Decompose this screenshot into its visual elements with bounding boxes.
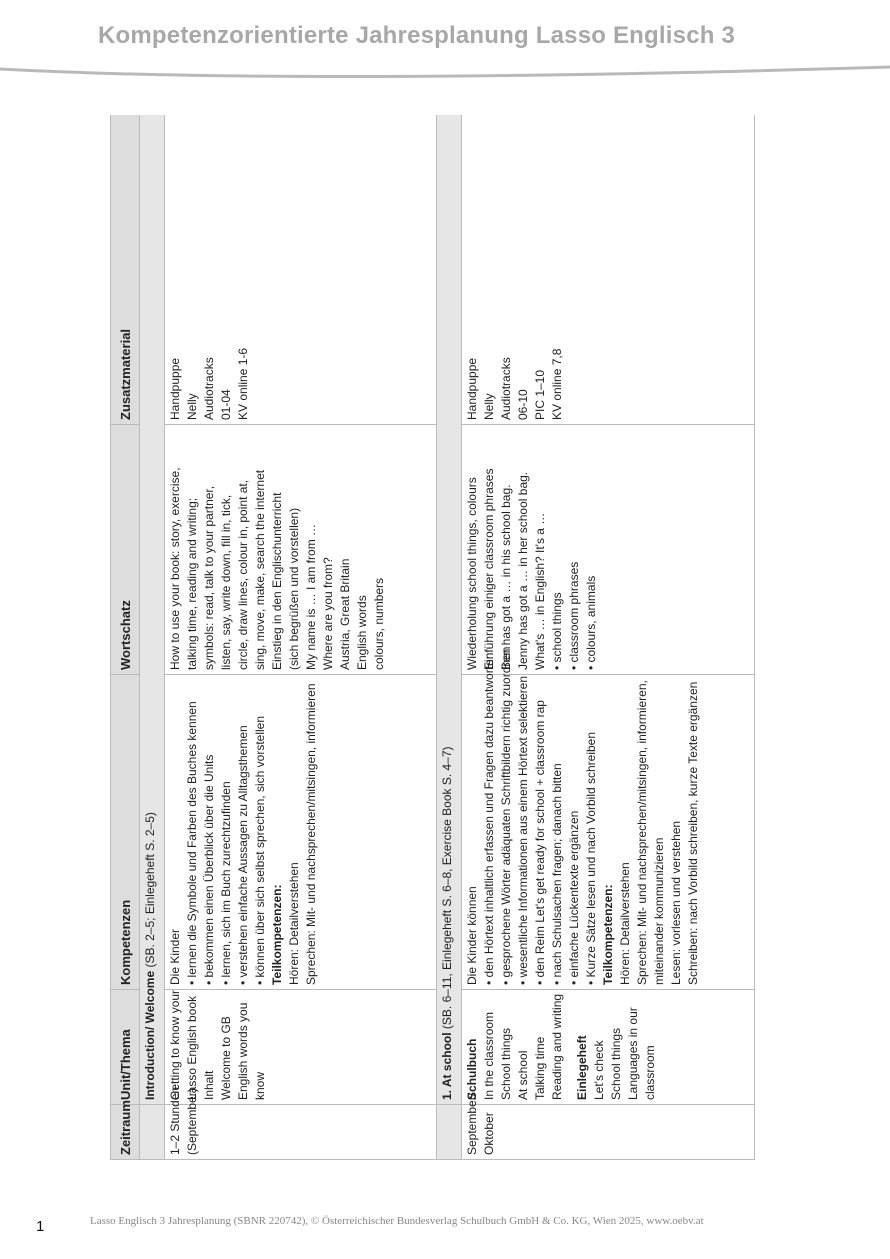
page-footer: Lasso Englisch 3 Jahresplanung (SBNR 220742), © Österreichischer Bundesverlag Schulbuch GmbH & Co. KG, Wien 2025, www.oebv.at [90,1215,704,1227]
cell-line: Sprechen: Mit- und nachsprechen/mitsingen, informieren, [635,680,650,985]
cell-line: • lernen die Symbole und Farben des Buches kennen [185,701,199,985]
cell-line: • den Hörtext inhaltlich erfassen und Fragen dazu beantworten [482,652,497,985]
cell-line: Sprechen: Mit- und nachsprechen/mitsingen, informieren [304,683,318,985]
cell-line: Wiederholung school things, colours [465,477,480,670]
cell-line: My name is … I am from … [304,523,318,670]
cell-line: Inhalt [202,1070,216,1100]
cell-line: Hören: Detailverstehen [618,862,633,985]
cell-line: At school [516,1050,531,1100]
cell-line: KV online 7,8 [550,348,565,420]
cell-line-bold: Schulbuch [465,1038,480,1100]
cell-line: How to use your book: story, exercise, [168,467,182,670]
page-number: 1 [36,1218,45,1235]
cell-line: symbols: read, talk to your partner, [202,485,216,670]
cell-unit [462,990,755,1105]
cell-line: • wesentliche Informationen aus einem Hörtext selektieren [516,675,531,985]
cell-gap [566,994,574,1100]
section-title-rest: (SB. 6–11, Einlegeheft S. 6–8, Exercise Book S. 4–7) [440,746,455,1033]
cell-line: • gesprochene Wörter adäquaten Schriftbildern richtig zuordnen [499,646,514,985]
cell-line: (September) [185,1088,199,1155]
cell-line: September/ [465,1092,480,1155]
table-header-row [111,115,140,1160]
cell-line: Where are you from? [321,557,335,670]
cell-line-bold: Einlegeheft [575,1035,590,1100]
cell-line: Schreiben: nach Vorbild schreiben, kurze Texte ergänzen [686,681,701,985]
header-zusatzmaterial: Zusatzmaterial [111,115,140,425]
cell-line: In the classroom [482,1011,497,1100]
cell-line: • den Reim Let's get ready for school + classroom rap [533,700,548,985]
header-wortschatz: Wortschatz [111,425,140,675]
cell-line: miteinander kommunizieren [652,837,667,985]
cell-kompetenzen [462,646,755,990]
cell-line: Einstieg in den Englischunterricht [270,492,284,670]
cell-line: English words [355,595,369,670]
cell-line: • nach Schulsachen fragen; danach bitten [550,763,565,985]
cell-line: Audiotracks [499,357,514,420]
cell-line: PIC 1–10 [533,369,548,420]
cell-line: Getting to know your [168,989,182,1100]
cell-line: Lasso English book [185,995,199,1100]
cell-line: • lernen, sich im Buch zurechtzufinden [219,781,233,985]
section-spacer-cell [437,1105,462,1160]
cell-unit [165,990,437,1105]
cell-line: Let's check [592,1040,607,1100]
cell-line: Audiotracks [202,357,216,420]
header-divider-curve [0,55,890,90]
cell-line: • bekommen einen Überblick über die Units [202,754,216,985]
cell-line: listen, say, write down, fill in, tick, [219,494,233,670]
cell-line: Oktober [482,1112,497,1155]
cell-line: • einfache Lückentexte ergänzen [567,810,582,985]
cell-line: 1–2 Stunden [168,1086,182,1155]
cell-kompetenzen [165,675,437,990]
cell-line: • verstehen einfache Aussagen zu Alltagsthemen [236,725,250,985]
header-zeitraum: Zeitraum [111,1105,140,1160]
page-title: Kompetenzorientierte Jahresplanung Lasso Englisch 3 [98,22,736,49]
cell-wortschatz [462,425,755,675]
cell-line: Die Kinder können [465,886,480,985]
cell-line: classroom [643,1045,658,1100]
cell-line: talking time, reading and writing; [185,497,199,670]
cell-line: 06-10 [516,389,531,420]
cell-line: Nelly [185,393,199,420]
table-row-introduction [165,115,437,1160]
cell-line: Handpuppe [465,357,480,420]
cell-line: Talking time [533,1036,548,1100]
header-kompetenzen: Kompetenzen [111,675,140,990]
cell-line: Einführung einiger classroom phrases [482,468,497,670]
cell-line: sing, move, make, search the internet [253,469,267,670]
cell-line: • classroom phrases [567,561,582,670]
cell-line: 01-04 [219,389,233,420]
cell-line: colours, numbers [372,577,386,670]
page-header [0,0,890,90]
section-title-rest: (SB. 2–5; Einlegeheft S. 2–5) [143,812,157,971]
table-row-at-school [462,115,755,1160]
cell-line: Handpuppe [168,357,182,420]
cell-line: know [253,1071,267,1100]
cell-line: Hören: Detailverstehen [287,862,301,985]
cell-line: Austria, Great Britain [338,558,352,670]
section-spacer-cell [140,1105,165,1160]
cell-line: • colours, animals [584,575,599,670]
cell-zeitraum [462,1092,755,1160]
cell-line: • Kurze Sätze lesen und nach Vorbild schreiben [584,731,599,985]
cell-line: School things [499,1027,514,1100]
cell-zusatzmaterial [165,115,437,425]
cell-line: Languages in our [626,1007,641,1100]
section-row-introduction [140,115,165,1160]
cell-line: KV online 1-6 [236,347,250,420]
section-title-introduction [140,115,165,1105]
cell-line: • können über sich selbst sprechen, sich vorstellen [253,715,267,985]
cell-line: Reading and writing [550,993,565,1100]
cell-line: Lesen: vorlesen und verstehen [669,820,684,985]
planning-table-rotated [110,115,755,1160]
cell-line: Welcome to GB [219,1016,233,1100]
cell-wortschatz [165,425,437,675]
section-title-bold: 1. At school [440,1032,455,1100]
section-title-at-school [437,115,462,1105]
cell-line: • school things [550,592,565,670]
cell-line-bold: Teilkompetenzen: [601,884,616,985]
cell-line-bold: Teilkompetenzen: [270,884,284,985]
cell-zeitraum [165,1086,437,1160]
cell-line: Jenny has got a … in her school bag. [516,471,531,670]
cell-line: School things [609,1027,624,1100]
cell-line: Ben has got a … in his school bag. [499,484,514,670]
planning-table-frame [110,115,755,1160]
section-title-bold: Introduction/ Welcome [143,970,157,1100]
cell-line: circle, draw lines, colour in, point at, [236,479,250,670]
cell-line: Nelly [482,393,497,420]
cell-zusatzmaterial [462,115,755,425]
cell-line: (sich begrüßen und vorstellen) [287,507,301,670]
cell-line: What's … in English? It's a … [533,512,548,670]
planning-table [110,115,755,1160]
header-unit-thema: Unit/Thema [111,990,140,1105]
section-row-at-school [437,115,462,1160]
cell-line: English words you [236,1002,250,1100]
cell-line: Die Kinder [168,928,182,985]
